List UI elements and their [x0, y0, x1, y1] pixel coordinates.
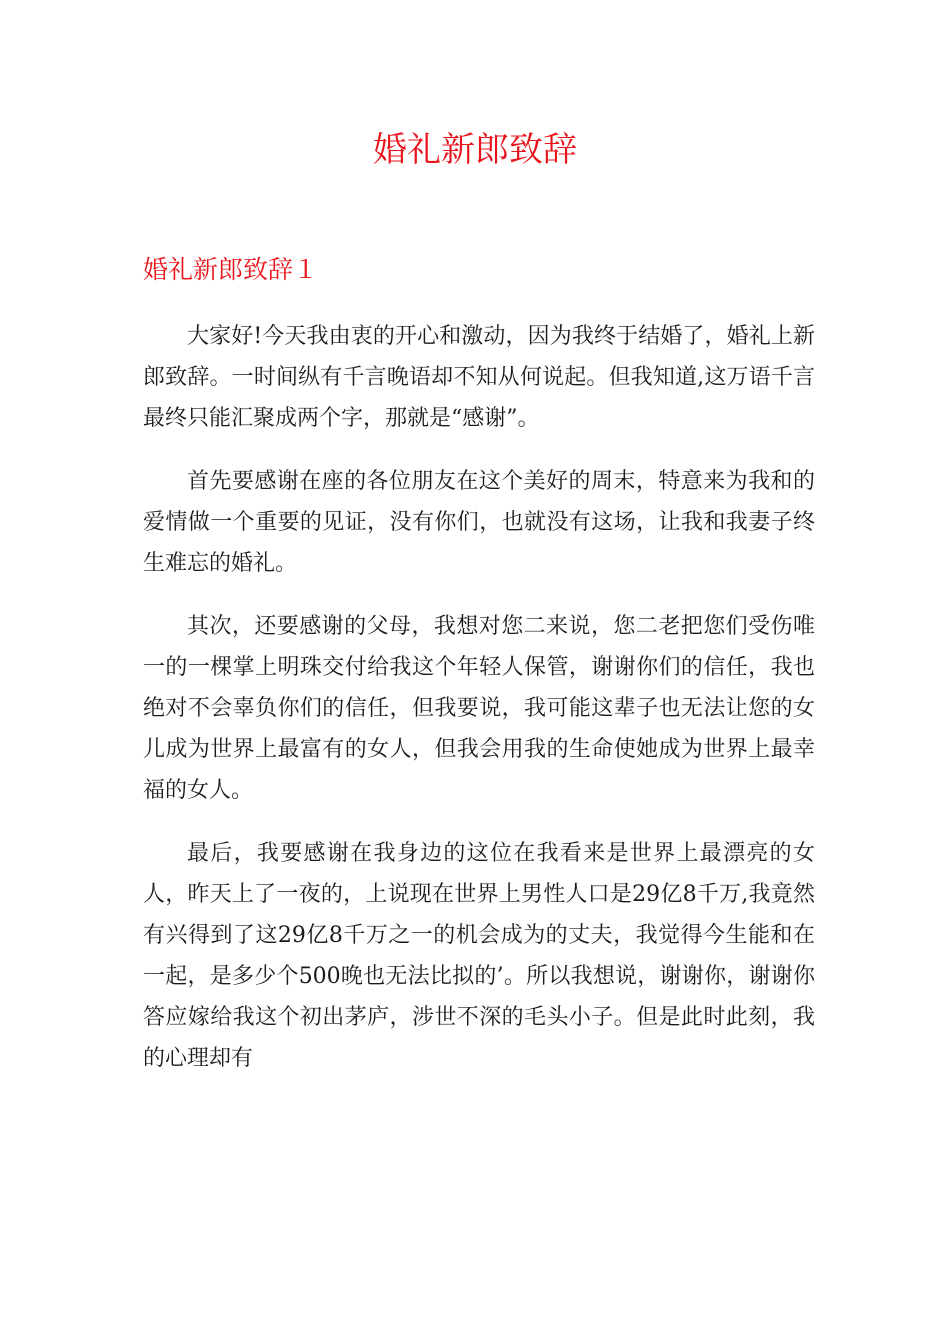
paragraph-greeting: 大家好!今天我由衷的开心和激动，因为我终于结婚了，婚礼上新郎致辞。一时间纵有千言晚语却不知从何说起。但我知道,这万语千言最终只能汇聚成两个字，那就是“感谢”。 — [143, 324, 815, 431]
paragraph-thanks-wife: 最后，我要感谢在我身边的这位在我看来是世界上最漂亮的女人，昨天上了一夜的，上说现在世界上男性人口是29亿8千万,我竟然有兴得到了这29亿8千万之一的机会成为的丈夫，我觉得今生能和在一起，是多少个500晚也无法比拟的’。所以我想说，谢谢你，谢谢你答应嫁给我这个初出茅庐，涉世不深的毛头小子。但是此时此刻，我的心理却有 — [143, 841, 815, 1071]
section-heading: 婚礼新郎致辞１ — [143, 255, 319, 284]
document-title: 婚礼新郎致辞 — [373, 130, 577, 170]
paragraph-thanks-parents: 其次，还要感谢的父母，我想对您二来说，您二老把您们受伤唯一的一棵掌上明珠交付给我这个年轻人保管，谢谢你们的信任，我也绝对不会辜负你们的信任，但我要说，我可能这辈子也无法让您的女儿成为世界上最富有的女人，但我会用我的生命使她成为世界上最幸福的女人。 — [143, 614, 815, 803]
document-body — [143, 316, 815, 1101]
paragraph-thanks-friends: 首先要感谢在座的各位朋友在这个美好的周末，特意来为我和的爱情做一个重要的见证，没有你们，也就没有这场，让我和我妻子终生难忘的婚礼。 — [143, 469, 815, 576]
